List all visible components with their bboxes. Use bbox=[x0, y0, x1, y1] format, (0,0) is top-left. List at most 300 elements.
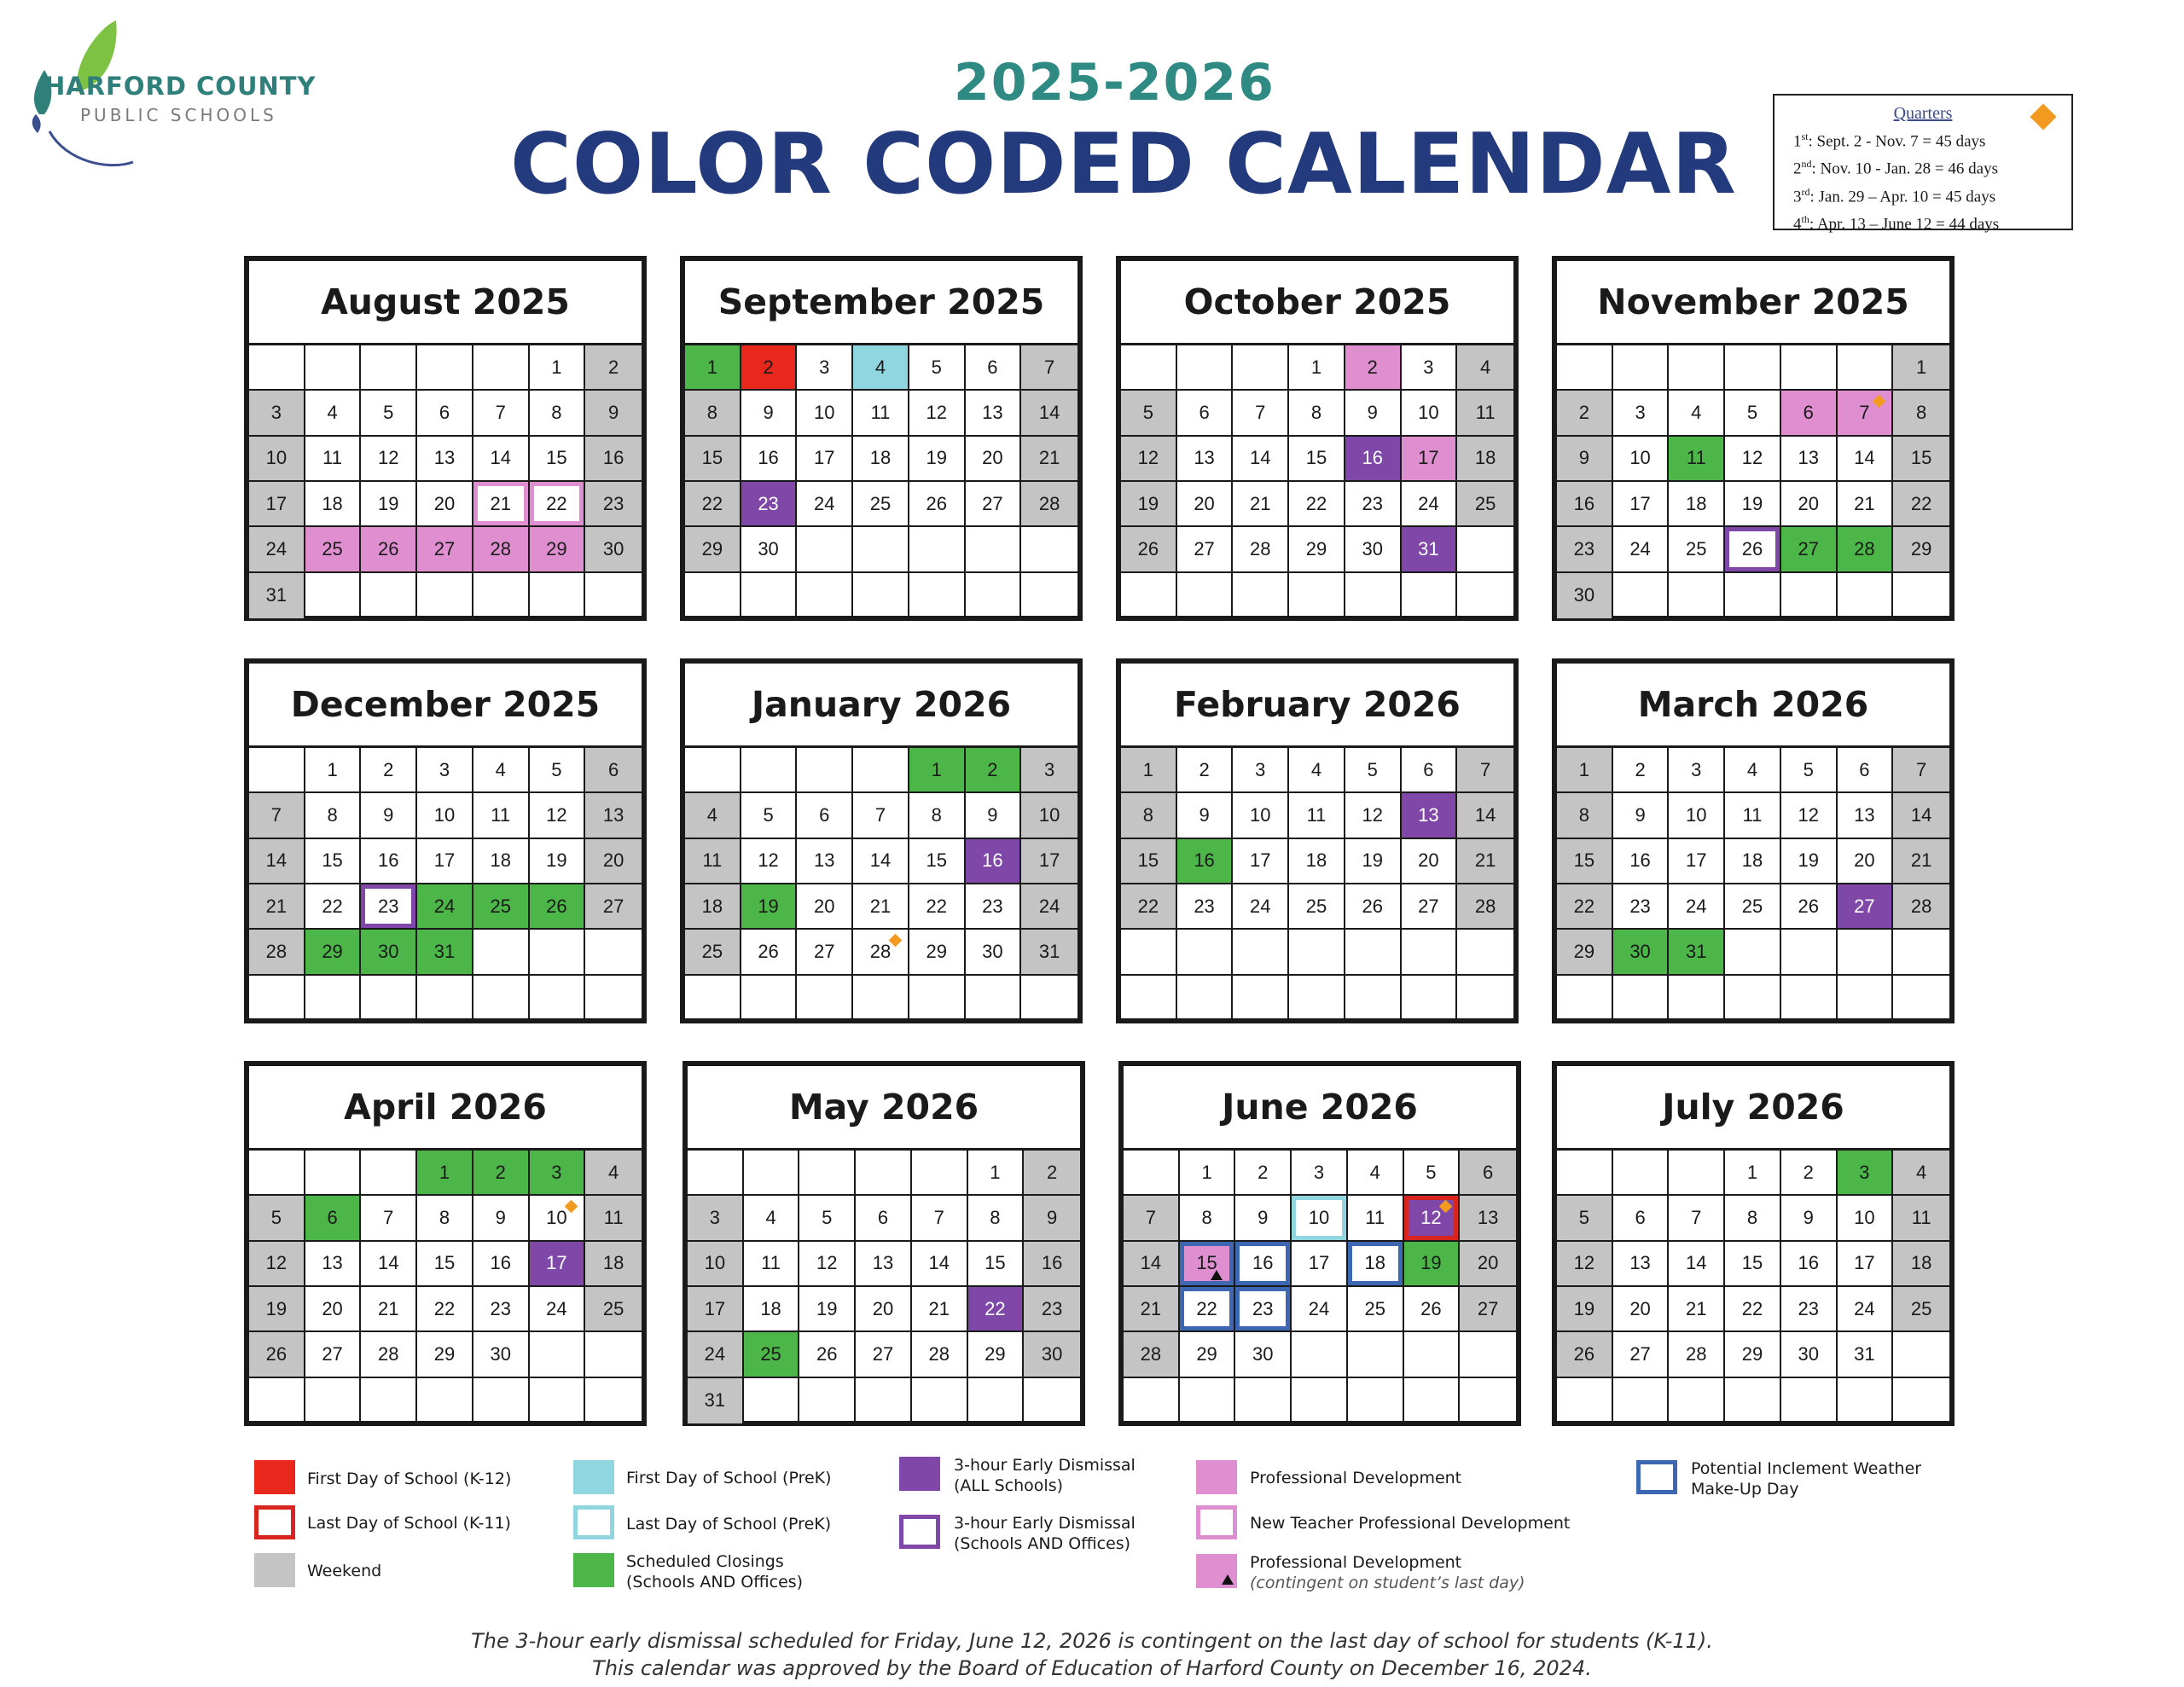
empty-cell bbox=[1121, 976, 1177, 1021]
day-cell: 30 bbox=[473, 1332, 530, 1377]
day-cell: 20 bbox=[966, 437, 1022, 482]
empty-cell bbox=[1725, 976, 1781, 1021]
day-cell: 23 bbox=[361, 884, 417, 930]
month-grid bbox=[1121, 748, 1513, 1021]
day-cell: 25 bbox=[1893, 1287, 1949, 1332]
day-cell: 12 bbox=[1121, 437, 1177, 482]
month-grid bbox=[685, 345, 1077, 618]
day-cell: 9 bbox=[1613, 793, 1670, 838]
day-cell: 22 bbox=[1180, 1287, 1236, 1332]
day-cell: 11 bbox=[853, 391, 909, 436]
empty-cell bbox=[1121, 573, 1177, 618]
empty-cell bbox=[305, 345, 362, 391]
day-cell: 9 bbox=[741, 391, 798, 436]
day-cell: 4 bbox=[1893, 1151, 1949, 1196]
legend-swatch-early-all bbox=[899, 1457, 940, 1491]
empty-cell bbox=[305, 1378, 362, 1423]
day-cell: 31 bbox=[249, 573, 305, 618]
day-cell: 12 bbox=[1345, 793, 1402, 838]
day-cell: 28 bbox=[912, 1332, 968, 1377]
day-cell: 20 bbox=[417, 482, 473, 527]
day-cell: 31 bbox=[1402, 527, 1458, 572]
day-cell: 2 bbox=[1235, 1151, 1292, 1196]
empty-cell bbox=[473, 930, 530, 975]
empty-cell bbox=[909, 976, 966, 1021]
day-cell: 21 bbox=[912, 1287, 968, 1332]
day-cell: 17 bbox=[1233, 839, 1289, 884]
day-cell: 7 bbox=[1124, 1196, 1180, 1241]
day-cell: 9 bbox=[473, 1196, 530, 1241]
empty-cell bbox=[1893, 930, 1949, 975]
empty-cell bbox=[1180, 1378, 1236, 1423]
day-cell: 29 bbox=[968, 1332, 1025, 1377]
day-cell: 30 bbox=[1781, 1332, 1838, 1377]
day-cell: 10 bbox=[1021, 793, 1077, 838]
day-cell: 19 bbox=[530, 839, 586, 884]
month-title: May 2026 bbox=[688, 1066, 1080, 1151]
day-cell: 24 bbox=[797, 482, 853, 527]
empty-cell bbox=[853, 573, 909, 618]
empty-cell bbox=[909, 573, 966, 618]
day-cell: 3 bbox=[688, 1196, 744, 1241]
day-cell: 1 bbox=[1557, 748, 1613, 793]
day-cell: 4 bbox=[1348, 1151, 1404, 1196]
day-cell: 19 bbox=[1781, 839, 1838, 884]
empty-cell bbox=[1781, 976, 1838, 1021]
day-cell: 26 bbox=[1345, 884, 1402, 930]
day-cell: 23 bbox=[1781, 1287, 1838, 1332]
day-cell: 15 bbox=[417, 1242, 473, 1287]
empty-cell bbox=[585, 976, 642, 1021]
day-cell: 25 bbox=[473, 884, 530, 930]
day-cell: 5 bbox=[1557, 1196, 1613, 1241]
day-cell: 20 bbox=[305, 1287, 362, 1332]
day-cell: 7 bbox=[1021, 345, 1077, 391]
footer-note bbox=[0, 1627, 2184, 1682]
empty-cell bbox=[1233, 345, 1289, 391]
legend-closing: Scheduled Closings (Schools AND Offices) bbox=[626, 1552, 804, 1591]
day-cell: 13 bbox=[585, 793, 642, 838]
empty-cell bbox=[966, 976, 1022, 1021]
day-cell: 20 bbox=[797, 884, 853, 930]
day-cell: 20 bbox=[1460, 1242, 1516, 1287]
day-cell: 11 bbox=[744, 1242, 800, 1287]
day-cell: 30 bbox=[361, 930, 417, 975]
day-cell: 25 bbox=[305, 527, 362, 572]
day-cell: 28 bbox=[1838, 527, 1894, 572]
day-cell: 15 bbox=[1180, 1242, 1236, 1287]
day-cell: 20 bbox=[1781, 482, 1838, 527]
month-september-2025 bbox=[680, 256, 1083, 621]
day-cell: 21 bbox=[853, 884, 909, 930]
empty-cell bbox=[1669, 573, 1725, 618]
empty-cell bbox=[1024, 1378, 1080, 1423]
empty-cell bbox=[1289, 573, 1345, 618]
day-cell: 18 bbox=[853, 437, 909, 482]
month-january-2026 bbox=[680, 658, 1083, 1023]
legend-swatch-pd bbox=[1196, 1460, 1237, 1494]
day-cell: 3 bbox=[249, 391, 305, 436]
legend-swatch-weather bbox=[1636, 1460, 1677, 1494]
day-cell: 28 bbox=[1021, 482, 1077, 527]
day-cell: 6 bbox=[1177, 391, 1234, 436]
day-cell: 8 bbox=[1893, 391, 1949, 436]
day-cell: 13 bbox=[305, 1242, 362, 1287]
empty-cell bbox=[1233, 573, 1289, 618]
legend-pd-contingent: Professional Development (contingent on student’s last day) bbox=[1250, 1553, 1525, 1592]
day-cell: 24 bbox=[1838, 1287, 1894, 1332]
empty-cell bbox=[968, 1378, 1025, 1423]
month-title: February 2026 bbox=[1121, 664, 1513, 748]
day-cell: 6 bbox=[1402, 748, 1458, 793]
day-cell: 24 bbox=[1669, 884, 1725, 930]
month-june-2026 bbox=[1118, 1061, 1521, 1426]
day-cell: 27 bbox=[1177, 527, 1234, 572]
day-cell: 20 bbox=[856, 1287, 912, 1332]
day-cell: 19 bbox=[1121, 482, 1177, 527]
day-cell: 15 bbox=[685, 437, 741, 482]
day-cell: 26 bbox=[1557, 1332, 1613, 1377]
day-cell: 23 bbox=[1613, 884, 1670, 930]
month-title: January 2026 bbox=[685, 664, 1077, 748]
day-cell: 18 bbox=[585, 1242, 642, 1287]
day-cell: 25 bbox=[1289, 884, 1345, 930]
day-cell: 27 bbox=[1838, 884, 1894, 930]
day-cell: 4 bbox=[1725, 748, 1781, 793]
legend-swatch-prek-first bbox=[573, 1460, 614, 1494]
day-cell: 12 bbox=[1404, 1196, 1461, 1241]
day-cell: 26 bbox=[799, 1332, 856, 1377]
day-cell: 11 bbox=[1289, 793, 1345, 838]
day-cell: 15 bbox=[305, 839, 362, 884]
day-cell: 9 bbox=[1177, 793, 1234, 838]
day-cell: 16 bbox=[1613, 839, 1670, 884]
day-cell: 6 bbox=[797, 793, 853, 838]
day-cell: 18 bbox=[1893, 1242, 1949, 1287]
month-november-2025 bbox=[1552, 256, 1955, 621]
day-cell: 21 bbox=[1457, 839, 1513, 884]
empty-cell bbox=[1460, 1378, 1516, 1423]
day-cell: 17 bbox=[1402, 437, 1458, 482]
month-title: November 2025 bbox=[1557, 261, 1949, 345]
month-august-2025 bbox=[244, 256, 647, 621]
day-cell: 3 bbox=[1669, 748, 1725, 793]
day-cell: 8 bbox=[417, 1196, 473, 1241]
day-cell: 17 bbox=[797, 437, 853, 482]
day-cell: 8 bbox=[530, 391, 586, 436]
empty-cell bbox=[1557, 1378, 1613, 1423]
day-cell: 8 bbox=[685, 391, 741, 436]
day-cell: 6 bbox=[585, 748, 642, 793]
empty-cell bbox=[797, 527, 853, 572]
day-cell: 22 bbox=[530, 482, 586, 527]
empty-cell bbox=[1348, 1332, 1404, 1377]
day-cell: 16 bbox=[1024, 1242, 1080, 1287]
day-cell: 14 bbox=[361, 1242, 417, 1287]
empty-cell bbox=[856, 1151, 912, 1196]
month-grid bbox=[1557, 345, 1949, 618]
day-cell: 19 bbox=[1404, 1242, 1461, 1287]
day-cell: 20 bbox=[1177, 482, 1234, 527]
month-grid bbox=[1557, 748, 1949, 1021]
day-cell: 13 bbox=[1781, 437, 1838, 482]
day-cell: 14 bbox=[473, 437, 530, 482]
day-cell: 13 bbox=[417, 437, 473, 482]
empty-cell bbox=[741, 573, 798, 618]
day-cell: 30 bbox=[1235, 1332, 1292, 1377]
day-cell: 13 bbox=[856, 1242, 912, 1287]
empty-cell bbox=[530, 1332, 586, 1377]
day-cell: 28 bbox=[853, 930, 909, 975]
day-cell: 27 bbox=[966, 482, 1022, 527]
day-cell: 1 bbox=[968, 1151, 1025, 1196]
day-cell: 23 bbox=[473, 1287, 530, 1332]
day-cell: 21 bbox=[1124, 1287, 1180, 1332]
empty-cell bbox=[1457, 930, 1513, 975]
day-cell: 2 bbox=[1345, 345, 1402, 391]
empty-cell bbox=[1557, 976, 1613, 1021]
day-cell: 19 bbox=[249, 1287, 305, 1332]
empty-cell bbox=[797, 748, 853, 793]
legend-weekend: Weekend bbox=[307, 1562, 382, 1580]
day-cell: 6 bbox=[856, 1196, 912, 1241]
day-cell: 2 bbox=[1557, 391, 1613, 436]
day-cell: 9 bbox=[1781, 1196, 1838, 1241]
day-cell: 12 bbox=[741, 839, 798, 884]
day-cell: 17 bbox=[417, 839, 473, 884]
empty-cell bbox=[305, 1151, 362, 1196]
day-cell: 1 bbox=[909, 748, 966, 793]
day-cell: 10 bbox=[1233, 793, 1289, 838]
day-cell: 24 bbox=[417, 884, 473, 930]
day-cell: 30 bbox=[966, 930, 1022, 975]
day-cell: 10 bbox=[1292, 1196, 1348, 1241]
month-title: October 2025 bbox=[1121, 261, 1513, 345]
empty-cell bbox=[1838, 573, 1894, 618]
day-cell: 18 bbox=[744, 1287, 800, 1332]
day-cell: 16 bbox=[1781, 1242, 1838, 1287]
day-cell: 6 bbox=[966, 345, 1022, 391]
day-cell: 18 bbox=[1669, 482, 1725, 527]
day-cell: 1 bbox=[1180, 1151, 1236, 1196]
empty-cell bbox=[1613, 573, 1670, 618]
day-cell: 24 bbox=[1402, 482, 1458, 527]
day-cell: 11 bbox=[1669, 437, 1725, 482]
day-cell: 29 bbox=[909, 930, 966, 975]
day-cell: 17 bbox=[530, 1242, 586, 1287]
empty-cell bbox=[361, 1151, 417, 1196]
school-year: 2025-2026 bbox=[954, 53, 1275, 113]
month-grid bbox=[249, 1151, 642, 1423]
empty-cell bbox=[1725, 930, 1781, 975]
day-cell: 29 bbox=[1289, 527, 1345, 572]
day-cell: 26 bbox=[1121, 527, 1177, 572]
day-cell: 10 bbox=[1613, 437, 1670, 482]
month-title: December 2025 bbox=[249, 664, 642, 748]
empty-cell bbox=[1233, 930, 1289, 975]
day-cell: 3 bbox=[1021, 748, 1077, 793]
day-cell: 7 bbox=[1233, 391, 1289, 436]
empty-cell bbox=[1838, 976, 1894, 1021]
month-april-2026 bbox=[244, 1061, 647, 1426]
day-cell: 2 bbox=[1177, 748, 1234, 793]
empty-cell bbox=[530, 976, 586, 1021]
empty-cell bbox=[853, 748, 909, 793]
empty-cell bbox=[1345, 573, 1402, 618]
empty-cell bbox=[1457, 976, 1513, 1021]
empty-cell bbox=[685, 573, 741, 618]
day-cell: 12 bbox=[799, 1242, 856, 1287]
day-cell: 11 bbox=[1348, 1196, 1404, 1241]
day-cell: 4 bbox=[1289, 748, 1345, 793]
day-cell: 23 bbox=[966, 884, 1022, 930]
day-cell: 31 bbox=[1838, 1332, 1894, 1377]
day-cell: 8 bbox=[968, 1196, 1025, 1241]
empty-cell bbox=[799, 1378, 856, 1423]
day-cell: 28 bbox=[361, 1332, 417, 1377]
empty-cell bbox=[417, 1378, 473, 1423]
month-title: April 2026 bbox=[249, 1066, 642, 1151]
day-cell: 13 bbox=[966, 391, 1022, 436]
day-cell: 26 bbox=[1781, 884, 1838, 930]
empty-cell bbox=[530, 930, 586, 975]
empty-cell bbox=[1121, 930, 1177, 975]
day-cell: 31 bbox=[417, 930, 473, 975]
day-cell: 5 bbox=[909, 345, 966, 391]
empty-cell bbox=[856, 1378, 912, 1423]
logo-name: HARFORD COUNTY bbox=[44, 72, 317, 101]
day-cell: 6 bbox=[417, 391, 473, 436]
day-cell: 20 bbox=[1838, 839, 1894, 884]
empty-cell bbox=[249, 748, 305, 793]
day-cell: 2 bbox=[1613, 748, 1670, 793]
page-title: COLOR CODED CALENDAR bbox=[510, 116, 1737, 213]
day-cell: 26 bbox=[530, 884, 586, 930]
day-cell: 5 bbox=[1781, 748, 1838, 793]
day-cell: 25 bbox=[1457, 482, 1513, 527]
day-cell: 8 bbox=[1725, 1196, 1781, 1241]
day-cell: 14 bbox=[1233, 437, 1289, 482]
day-cell: 13 bbox=[1177, 437, 1234, 482]
day-cell: 9 bbox=[361, 793, 417, 838]
day-cell: 19 bbox=[909, 437, 966, 482]
day-cell: 20 bbox=[1402, 839, 1458, 884]
day-cell: 24 bbox=[249, 527, 305, 572]
empty-cell bbox=[1233, 976, 1289, 1021]
day-cell: 24 bbox=[530, 1287, 586, 1332]
day-cell: 2 bbox=[585, 345, 642, 391]
empty-cell bbox=[1838, 345, 1894, 391]
empty-cell bbox=[1177, 930, 1234, 975]
month-grid bbox=[1557, 1151, 1949, 1423]
legend-swatch-last-day bbox=[254, 1505, 295, 1539]
empty-cell bbox=[1404, 1378, 1461, 1423]
day-cell: 1 bbox=[417, 1151, 473, 1196]
empty-cell bbox=[912, 1378, 968, 1423]
day-cell: 30 bbox=[1557, 573, 1613, 618]
empty-cell bbox=[585, 1378, 642, 1423]
month-grid bbox=[1121, 345, 1513, 618]
day-cell: 16 bbox=[741, 437, 798, 482]
empty-cell bbox=[909, 527, 966, 572]
day-cell: 18 bbox=[685, 884, 741, 930]
day-cell: 27 bbox=[1781, 527, 1838, 572]
day-cell: 3 bbox=[1292, 1151, 1348, 1196]
day-cell: 7 bbox=[853, 793, 909, 838]
empty-cell bbox=[1669, 345, 1725, 391]
quarter-line-3: 3rd: Jan. 29 – Apr. 10 = 45 days bbox=[1793, 185, 1996, 206]
day-cell: 4 bbox=[473, 748, 530, 793]
legend-swatch-early-schools-offices bbox=[899, 1515, 940, 1549]
empty-cell bbox=[1177, 573, 1234, 618]
day-cell: 6 bbox=[1781, 391, 1838, 436]
day-cell: 25 bbox=[1725, 884, 1781, 930]
month-title: July 2026 bbox=[1557, 1066, 1949, 1151]
empty-cell bbox=[530, 1378, 586, 1423]
day-cell: 12 bbox=[530, 793, 586, 838]
day-cell: 7 bbox=[361, 1196, 417, 1241]
legend-swatch-closing bbox=[573, 1553, 614, 1587]
legend-swatch-prek-last bbox=[573, 1505, 614, 1539]
month-grid bbox=[249, 345, 642, 618]
day-cell: 13 bbox=[1838, 793, 1894, 838]
day-cell: 6 bbox=[305, 1196, 362, 1241]
empty-cell bbox=[1457, 527, 1513, 572]
empty-cell bbox=[685, 976, 741, 1021]
day-cell: 7 bbox=[473, 391, 530, 436]
legend-prek-last: Last Day of School (PreK) bbox=[626, 1515, 832, 1533]
day-cell: 22 bbox=[1725, 1287, 1781, 1332]
empty-cell bbox=[1121, 345, 1177, 391]
day-cell: 30 bbox=[1345, 527, 1402, 572]
empty-cell bbox=[1345, 976, 1402, 1021]
day-cell: 8 bbox=[305, 793, 362, 838]
day-cell: 14 bbox=[1893, 793, 1949, 838]
day-cell: 28 bbox=[1893, 884, 1949, 930]
day-cell: 29 bbox=[1893, 527, 1949, 572]
day-cell: 24 bbox=[1233, 884, 1289, 930]
day-cell: 19 bbox=[799, 1287, 856, 1332]
empty-cell bbox=[361, 1378, 417, 1423]
empty-cell bbox=[249, 976, 305, 1021]
day-cell: 8 bbox=[1121, 793, 1177, 838]
empty-cell bbox=[1402, 976, 1458, 1021]
day-cell: 1 bbox=[1725, 1151, 1781, 1196]
day-cell: 7 bbox=[1838, 391, 1894, 436]
empty-cell bbox=[685, 748, 741, 793]
day-cell: 14 bbox=[1457, 793, 1513, 838]
day-cell: 8 bbox=[1289, 391, 1345, 436]
day-cell: 13 bbox=[1613, 1242, 1670, 1287]
day-cell: 10 bbox=[530, 1196, 586, 1241]
empty-cell bbox=[1613, 976, 1670, 1021]
day-cell: 11 bbox=[585, 1196, 642, 1241]
day-cell: 24 bbox=[1292, 1287, 1348, 1332]
month-grid bbox=[685, 748, 1077, 1021]
day-cell: 29 bbox=[1180, 1332, 1236, 1377]
day-cell: 21 bbox=[361, 1287, 417, 1332]
day-cell: 4 bbox=[305, 391, 362, 436]
empty-cell bbox=[1345, 930, 1402, 975]
legend-early-all: 3-hour Early Dismissal (ALL Schools) bbox=[954, 1456, 1136, 1495]
empty-cell bbox=[249, 345, 305, 391]
day-cell: 25 bbox=[744, 1332, 800, 1377]
day-cell: 22 bbox=[1121, 884, 1177, 930]
day-cell: 15 bbox=[1289, 437, 1345, 482]
day-cell: 12 bbox=[249, 1242, 305, 1287]
day-cell: 22 bbox=[417, 1287, 473, 1332]
empty-cell bbox=[249, 1378, 305, 1423]
